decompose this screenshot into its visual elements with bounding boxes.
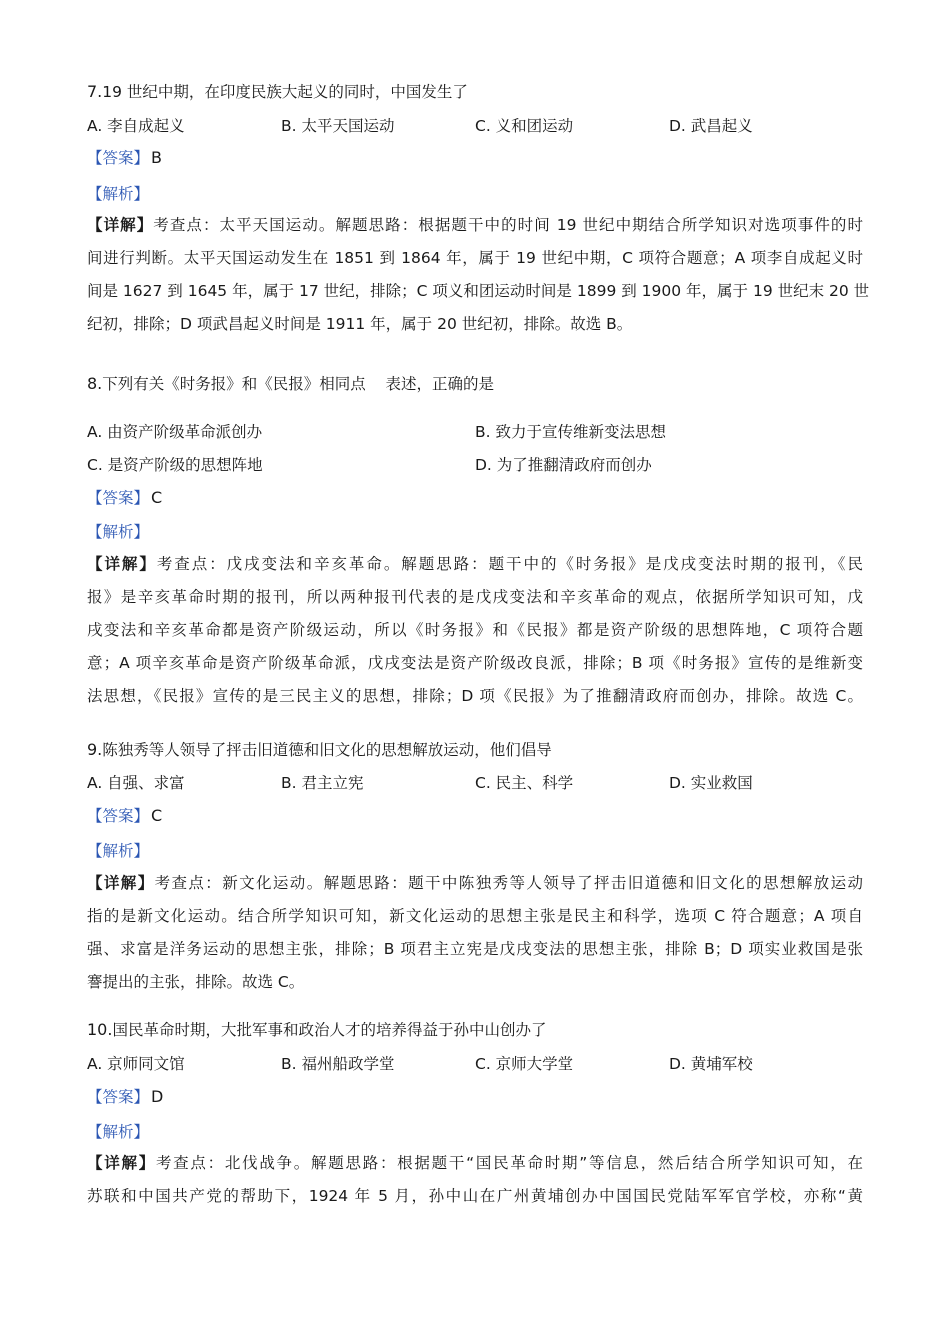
answer-line bbox=[87, 148, 162, 168]
detail-paragraph bbox=[87, 209, 870, 341]
option-d: D. 实业救国 bbox=[669, 774, 753, 792]
question-7-stem bbox=[87, 82, 468, 102]
question-number: 9. bbox=[87, 740, 103, 759]
question-9-stem bbox=[87, 740, 552, 760]
option-a: A. 自强、求富 bbox=[87, 774, 185, 792]
analysis-text: 【解析】 bbox=[87, 1123, 150, 1141]
option-c: C. 是资产阶级的思想阵地 bbox=[87, 456, 263, 474]
option-b: B. 致力于宣传维新变法思想 bbox=[475, 423, 666, 441]
analysis-text: 【解析】 bbox=[87, 185, 150, 203]
option-a: A. 由资产阶级革命派创办 bbox=[87, 423, 263, 441]
option-a: A. 李自成起义 bbox=[87, 117, 185, 135]
detail-line: 指的是新文化运动。结合所学知识可知，新文化运动的思想主张是民主和科学，选项 C 符合题意；A 项自 bbox=[87, 907, 863, 925]
detail-line: 考查点：新文化运动。解题思路：题干中陈独秀等人领导了抨击旧道德和旧文化的思想解放运动 bbox=[154, 874, 863, 892]
answer-line bbox=[87, 806, 162, 826]
detail-line: 謇提出的主张，排除。故选 C。 bbox=[87, 973, 305, 991]
detail-label: 【详解】 bbox=[87, 555, 157, 573]
detail-line: 法思想，《民报》宣传的是三民主义的思想，排除；D 项《民报》为了推翻清政府而创办，排除。故选 C。 bbox=[87, 687, 863, 705]
analysis-label bbox=[87, 184, 149, 204]
question-text: 国民革命时期，大批军事和政治人才的培养得益于孙中山创办了 bbox=[112, 1021, 547, 1039]
answer-line bbox=[87, 488, 162, 508]
detail-line: 戌变法和辛亥革命都是资产阶级运动，所以《时务报》和《民报》都是资产阶级的思想阵地，C 项符合题 bbox=[87, 621, 863, 639]
option-d: D. 武昌起义 bbox=[669, 117, 753, 135]
option-a: A. 京师同文馆 bbox=[87, 1055, 185, 1073]
detail-line: 意；A 项辛亥革命是资产阶级革命派，戊戌变法是资产阶级改良派，排除；B 项《时务报》宣传的是维新变 bbox=[87, 654, 863, 672]
analysis-text: 【解析】 bbox=[87, 523, 150, 541]
answer-value: C bbox=[151, 806, 163, 825]
answer-label: 【答案】 bbox=[87, 1088, 150, 1106]
question-number: 10. bbox=[87, 1020, 113, 1039]
detail-line: 强、求富是洋务运动的思想主张，排除；B 项君主立宪是戊戌变法的思想主张，排除 B；D 项实业救国是张 bbox=[87, 940, 863, 958]
detail-paragraph bbox=[87, 1147, 863, 1213]
option-b: B. 福州船政学堂 bbox=[281, 1055, 395, 1073]
answer-label: 【答案】 bbox=[87, 807, 150, 825]
option-b: B. 君主立宪 bbox=[281, 774, 364, 792]
question-number: 8. bbox=[87, 374, 103, 393]
analysis-label bbox=[87, 1122, 149, 1142]
detail-line: 间进行判断。太平天国运动发生在 1851 到 1864 年，属于 19 世纪中期，C 项符合题意；A 项李自成起义时 bbox=[87, 249, 863, 267]
detail-line: 考查点：北伐战争。解题思路：根据题干“国民革命时期”等信息，然后结合所学知识可知，在 bbox=[155, 1154, 863, 1172]
detail-line: 间是 1627 到 1645 年，属于 17 世纪，排除；C 项义和团运动时间是 1899 到 1900 年，属于 19 世纪末 20 世 bbox=[87, 282, 870, 300]
detail-line: 苏联和中国共产党的帮助下，1924 年 5 月，孙中山在广州黄埔创办中国国民党陆军军官学校，亦称“黄 bbox=[87, 1187, 863, 1205]
option-d: D. 黄埔军校 bbox=[669, 1055, 753, 1073]
option-c: C. 民主、科学 bbox=[475, 774, 574, 792]
detail-line: 纪初，排除；D 项武昌起义时间是 1911 年，属于 20 世纪初，排除。故选 B。 bbox=[87, 315, 633, 333]
question-text: 下列有关《时务报》和《民报》相同点 表述，正确的是 bbox=[102, 375, 494, 393]
option-d: D. 为了推翻清政府而创办 bbox=[475, 456, 652, 474]
question-number: 7. bbox=[87, 82, 103, 101]
detail-line: 考查点：太平天国运动。解题思路：根据题干中的时间 19 世纪中期结合所学知识对选项事件的时 bbox=[153, 216, 863, 234]
question-10-stem bbox=[87, 1020, 546, 1040]
answer-value: D bbox=[151, 1087, 164, 1106]
option-c: C. 京师大学堂 bbox=[475, 1055, 574, 1073]
detail-line: 报》是辛亥革命时期的报刊，所以两种报刊代表的是戊戌变法和辛亥革命的观点，依据所学知识可知，戊 bbox=[87, 588, 863, 606]
detail-label: 【详解】 bbox=[87, 1154, 156, 1172]
detail-paragraph bbox=[87, 548, 863, 713]
answer-label: 【答案】 bbox=[87, 149, 150, 167]
analysis-label bbox=[87, 522, 149, 542]
question-8-stem bbox=[87, 374, 494, 394]
detail-line: 考查点：戊戌变法和辛亥革命。解题思路：题干中的《时务报》是戊戌变法时期的报刊，《民 bbox=[156, 555, 863, 573]
answer-value: C bbox=[151, 488, 163, 507]
answer-line bbox=[87, 1087, 163, 1107]
option-b: B. 太平天国运动 bbox=[281, 117, 395, 135]
analysis-label bbox=[87, 841, 149, 861]
answer-value: B bbox=[151, 148, 162, 167]
detail-label: 【详解】 bbox=[87, 874, 155, 892]
answer-label: 【答案】 bbox=[87, 489, 150, 507]
detail-paragraph bbox=[87, 867, 863, 999]
question-text: 陈独秀等人领导了抨击旧道德和旧文化的思想解放运动，他们倡导 bbox=[102, 741, 552, 759]
option-c: C. 义和团运动 bbox=[475, 117, 574, 135]
detail-label: 【详解】 bbox=[87, 216, 154, 234]
analysis-text: 【解析】 bbox=[87, 842, 150, 860]
question-text: 19 世纪中期，在印度民族大起义的同时，中国发生了 bbox=[102, 83, 468, 101]
